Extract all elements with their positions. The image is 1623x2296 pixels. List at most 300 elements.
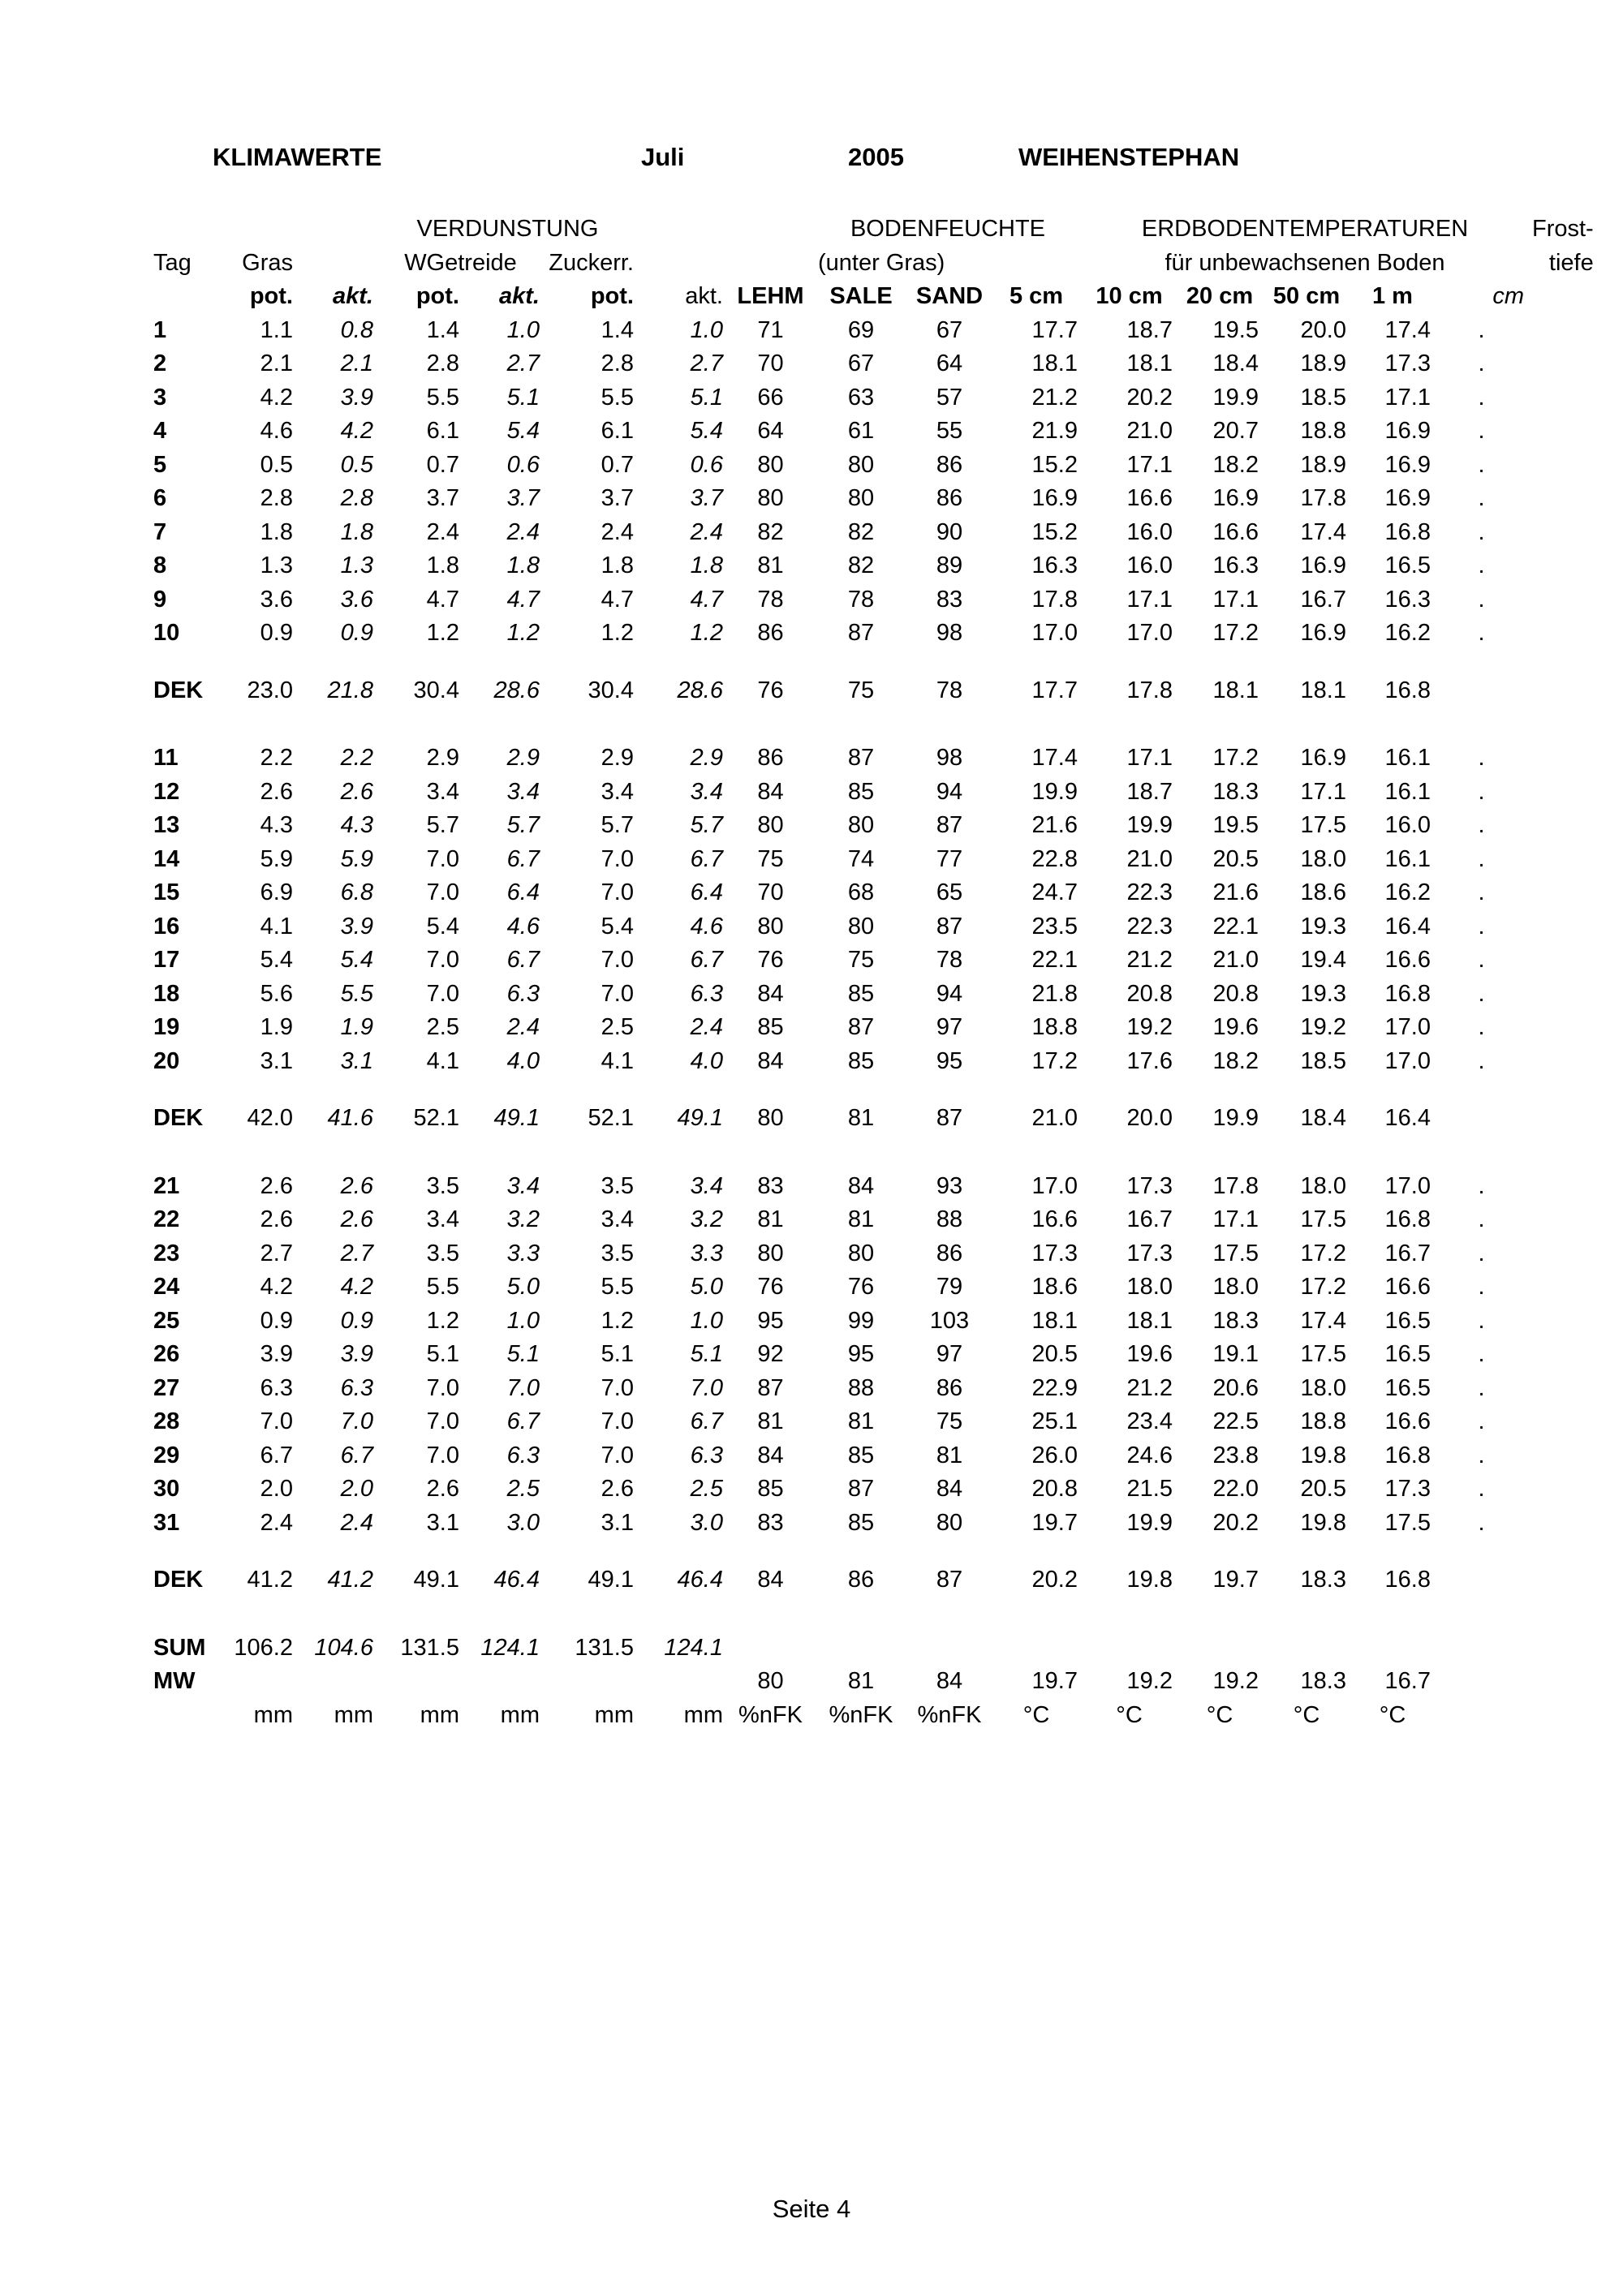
table-cell — [1435, 1102, 1528, 1136]
day-row — [149, 742, 1598, 776]
table-cell: 16.5 — [1384, 1307, 1431, 1334]
table-cell: 80 — [757, 485, 784, 511]
decade-summary-row — [149, 674, 1598, 708]
table-cell: 2.5 — [690, 1476, 723, 1502]
subheader-cell: 1 m — [1372, 283, 1413, 309]
table-cell: 99 — [847, 1307, 875, 1334]
table-cell: 88 — [936, 1206, 963, 1232]
row-label: 13 — [153, 812, 180, 838]
table-cell: 21.5 — [1126, 1476, 1173, 1502]
table-cell: . — [1478, 1206, 1485, 1232]
row-label: 3 — [153, 384, 167, 411]
table-cell: 20.8 — [1031, 1476, 1078, 1502]
table-cell: 0.6 — [506, 451, 540, 478]
table-cell: %nFK — [738, 1701, 803, 1728]
day-row — [149, 516, 1598, 550]
table-cell: 1.0 — [506, 1307, 540, 1334]
table-cell: 86 — [847, 1567, 875, 1593]
table-cell: 3.4 — [690, 778, 723, 805]
table-cell: 98 — [936, 620, 963, 646]
table-cell: 82 — [847, 553, 875, 578]
table-cell: 2.7 — [260, 1240, 293, 1266]
table-cell: 41.2 — [247, 1567, 293, 1593]
table-cell: 17.4 — [1384, 316, 1431, 343]
spacer-row — [149, 1540, 1598, 1563]
table-cell — [1435, 1699, 1528, 1733]
table-cell: 2.0 — [260, 1476, 293, 1502]
table-cell: 85 — [757, 1014, 784, 1040]
table-cell: 17.2 — [1031, 1047, 1078, 1074]
table-cell: 23.4 — [1126, 1408, 1173, 1434]
table-cell: 75 — [847, 947, 875, 973]
subheader-cell: akt. — [499, 283, 540, 309]
row-label: 25 — [153, 1307, 180, 1334]
table-cell: 3.6 — [260, 586, 293, 613]
day-row — [149, 347, 1598, 381]
table-cell: 4.6 — [260, 418, 293, 444]
table-cell: 77 — [936, 845, 963, 872]
table-cell: 95 — [757, 1307, 784, 1334]
table-cell: 18.1 — [1212, 677, 1259, 703]
table-cell: 49.1 — [677, 1105, 723, 1131]
table-cell: 4.7 — [426, 586, 459, 613]
table-cell: 5.7 — [506, 812, 540, 838]
spacer-row — [149, 707, 1598, 742]
table-cell: 19.1 — [1212, 1341, 1259, 1367]
table-cell: 16.7 — [1384, 1668, 1431, 1694]
table-cell: . — [1478, 845, 1485, 872]
table-cell: 5.4 — [506, 418, 540, 444]
table-cell: 1.0 — [506, 316, 540, 343]
klima-table — [149, 213, 1598, 1732]
table-cell: 17.1 — [1212, 1206, 1259, 1232]
table-cell: 7.0 — [426, 879, 459, 905]
table-cell: . — [1478, 553, 1485, 578]
row-label: 31 — [153, 1509, 180, 1536]
table-cell: 19.9 — [1031, 778, 1078, 805]
table-cell: 21.0 — [1126, 418, 1173, 444]
table-cell: 80 — [757, 1240, 784, 1266]
table-cell: 3.4 — [506, 778, 540, 805]
table-cell: 5.1 — [426, 1341, 459, 1367]
title-klimawerte: KLIMAWERTE — [213, 143, 382, 171]
table-cell: 3.1 — [340, 1047, 373, 1074]
table-cell: 18.5 — [1300, 384, 1346, 411]
table-cell — [1435, 1563, 1528, 1597]
table-cell: 3.4 — [601, 1206, 634, 1232]
table-cell: 1.4 — [426, 316, 459, 343]
table-cell: 3.5 — [426, 1240, 459, 1266]
table-cell: 16.6 — [1384, 1274, 1431, 1300]
table-cell: 28.6 — [493, 677, 540, 703]
table-cell: 1.3 — [260, 553, 293, 578]
table-cell: 16.9 — [1300, 620, 1346, 646]
table-cell: 5.1 — [690, 1341, 723, 1367]
table-cell: 18.5 — [1300, 1047, 1346, 1074]
table-cell: 18.3 — [1212, 778, 1259, 805]
header-row-2 — [149, 247, 1598, 281]
table-cell: 18.4 — [1212, 350, 1259, 376]
table-cell: 18.1 — [1031, 350, 1078, 376]
table-cell: 17.1 — [1212, 586, 1259, 613]
title-station: WEIHENSTEPHAN — [1018, 143, 1240, 171]
table-cell: . — [1478, 1274, 1485, 1300]
table-cell: 4.0 — [690, 1047, 723, 1074]
day-row — [149, 415, 1598, 449]
table-cell: 6.3 — [260, 1374, 293, 1401]
table-cell: 2.4 — [340, 1509, 373, 1536]
table-cell: 16.0 — [1126, 553, 1173, 578]
table-cell: 18.1 — [1126, 350, 1173, 376]
subheader-cell: pot. — [415, 283, 459, 309]
table-cell: 1.8 — [340, 518, 373, 545]
table-cell: 3.9 — [340, 913, 373, 939]
table-cell: 16.1 — [1384, 745, 1431, 771]
table-cell: 16.8 — [1384, 1206, 1431, 1232]
row-label: 12 — [153, 778, 180, 805]
table-cell: 23.8 — [1212, 1442, 1259, 1468]
table-cell: . — [1478, 1240, 1485, 1266]
table-cell: 3.1 — [260, 1047, 293, 1074]
table-cell: 18.1 — [1300, 677, 1346, 703]
table-cell: 82 — [757, 518, 784, 545]
table-cell: 19.2 — [1126, 1014, 1173, 1040]
table-cell: 61 — [847, 418, 875, 444]
table-cell: 17.5 — [1212, 1240, 1259, 1266]
table-cell: 4.1 — [601, 1047, 634, 1074]
table-cell: 81 — [847, 1408, 875, 1434]
table-cell: 68 — [847, 879, 875, 905]
table-cell: 17.0 — [1031, 1172, 1078, 1199]
table-cell: . — [1478, 1014, 1485, 1040]
table-cell: 80 — [757, 812, 784, 838]
table-cell: 2.5 — [506, 1476, 540, 1502]
table-cell: 5.1 — [506, 1341, 540, 1367]
table-cell: 7.0 — [601, 1442, 634, 1468]
table-cell: 85 — [847, 1442, 875, 1468]
day-row — [149, 1338, 1598, 1372]
table-cell: 16.5 — [1384, 1374, 1431, 1401]
table-cell: . — [1478, 879, 1485, 905]
table-cell: 0.7 — [601, 451, 634, 478]
table-cell: 5.7 — [601, 812, 634, 838]
table-cell: 81 — [847, 1668, 875, 1694]
decade-summary-row — [149, 1563, 1598, 1597]
table-cell: 18.9 — [1300, 350, 1346, 376]
table-cell: 17.1 — [1126, 451, 1173, 478]
table-cell: 17.1 — [1126, 745, 1173, 771]
table-cell: 84 — [757, 778, 784, 805]
table-cell: 80 — [757, 1105, 784, 1131]
subheader-cell: pot. — [249, 283, 293, 309]
table-cell: 17.7 — [1031, 316, 1078, 343]
table-cell: 70 — [757, 879, 784, 905]
table-cell: 3.7 — [426, 485, 459, 511]
table-cell: 80 — [757, 451, 784, 478]
table-cell: °C — [1206, 1701, 1233, 1728]
table-cell: 17.0 — [1126, 620, 1173, 646]
row-label: DEK — [153, 1105, 204, 1131]
table-cell: 5.9 — [260, 845, 293, 872]
table-cell: 0.5 — [260, 451, 293, 478]
day-row — [149, 1203, 1598, 1237]
table-cell: %nFK — [829, 1701, 893, 1728]
table-cell: 16.7 — [1384, 1240, 1431, 1266]
table-cell: 16.5 — [1384, 553, 1431, 578]
table-cell: 19.9 — [1212, 1105, 1259, 1131]
row-label: 17 — [153, 947, 180, 973]
table-cell: 18.3 — [1300, 1567, 1346, 1593]
table-cell: 18.8 — [1300, 1408, 1346, 1434]
table-cell: 5.5 — [426, 384, 459, 411]
row-label: 7 — [153, 518, 167, 545]
day-row — [149, 776, 1598, 810]
table-cell: mm — [500, 1701, 540, 1728]
table-cell: 66 — [757, 384, 784, 411]
table-cell: 85 — [757, 1476, 784, 1502]
table-cell: 23.0 — [247, 677, 293, 703]
table-cell: 3.0 — [506, 1509, 540, 1536]
table-cell: 18.1 — [1126, 1307, 1173, 1334]
table-cell: 74 — [847, 845, 875, 872]
table-cell: 19.4 — [1300, 947, 1346, 973]
table-cell: 18.0 — [1300, 845, 1346, 872]
table-cell: 21.6 — [1031, 812, 1078, 838]
header-frost: Frost- — [1532, 216, 1594, 242]
table-cell: 5.4 — [260, 947, 293, 973]
table-cell: 22.3 — [1126, 879, 1173, 905]
table-cell: 78 — [757, 586, 784, 613]
table-cell: 2.6 — [260, 778, 293, 805]
table-cell: 7.0 — [426, 845, 459, 872]
table-cell — [814, 1632, 908, 1666]
table-cell: 76 — [757, 677, 784, 703]
table-cell: 18.6 — [1300, 879, 1346, 905]
table-cell: 81 — [757, 553, 784, 578]
table-cell: 5.0 — [506, 1274, 540, 1300]
table-cell: 3.4 — [601, 778, 634, 805]
table-cell: 17.0 — [1031, 620, 1078, 646]
table-cell: 1.4 — [601, 316, 634, 343]
table-cell: . — [1478, 1047, 1485, 1074]
table-cell: 78 — [847, 586, 875, 613]
table-cell: 83 — [757, 1172, 784, 1199]
table-cell: 2.7 — [340, 1240, 373, 1266]
table-cell: 21.8 — [327, 677, 373, 703]
table-cell: 5.5 — [340, 980, 373, 1007]
table-cell: 2.8 — [426, 350, 459, 376]
table-cell: 103 — [929, 1307, 970, 1334]
table-cell: 41.6 — [327, 1105, 373, 1131]
table-cell: 5.4 — [426, 913, 459, 939]
table-cell: 3.4 — [426, 778, 459, 805]
table-cell: 19.9 — [1126, 1509, 1173, 1536]
subheader-cell: SALE — [829, 283, 893, 309]
table-cell: 80 — [936, 1509, 963, 1536]
table-cell: %nFK — [917, 1701, 982, 1728]
table-cell: 19.2 — [1300, 1014, 1346, 1040]
table-cell: 87 — [936, 812, 963, 838]
table-cell: 5.6 — [260, 980, 293, 1007]
table-cell: 16.8 — [1384, 1567, 1431, 1593]
day-row — [149, 381, 1598, 415]
table-cell: 19.5 — [1212, 812, 1259, 838]
subheader-cell: 50 cm — [1272, 283, 1341, 309]
table-cell: . — [1478, 620, 1485, 646]
table-cell: 20.2 — [1212, 1509, 1259, 1536]
table-cell: 1.8 — [601, 553, 634, 578]
table-cell: 80 — [757, 1668, 784, 1694]
table-cell: 19.7 — [1212, 1567, 1259, 1593]
day-row — [149, 876, 1598, 910]
table-cell: 86 — [936, 1374, 963, 1401]
table-cell: 18.7 — [1126, 778, 1173, 805]
table-cell: 70 — [757, 350, 784, 376]
table-cell: 5.9 — [340, 845, 373, 872]
table-cell: 17.6 — [1126, 1047, 1173, 1074]
table-cell: mm — [594, 1701, 634, 1728]
table-cell: 106.2 — [234, 1634, 293, 1661]
table-cell: 7.0 — [601, 980, 634, 1007]
table-cell: 16.9 — [1384, 485, 1431, 511]
table-cell: 16.6 — [1031, 1206, 1078, 1232]
table-cell — [727, 1632, 814, 1666]
table-cell: 7.0 — [426, 1442, 459, 1468]
table-cell: 2.8 — [260, 485, 293, 511]
table-cell: 2.6 — [340, 778, 373, 805]
header-erdbodentemperaturen: ERDBODENTEMPERATUREN — [1141, 216, 1469, 242]
table-cell: 7.0 — [601, 879, 634, 905]
table-cell: 18.7 — [1126, 316, 1173, 343]
header-zuckerr: Zuckerr. — [549, 249, 634, 276]
table-cell: 75 — [757, 845, 784, 872]
table-cell: 4.7 — [601, 586, 634, 613]
row-label: 22 — [153, 1206, 180, 1232]
table-cell: 2.6 — [601, 1476, 634, 1502]
table-cell: 18.3 — [1300, 1668, 1346, 1694]
table-cell: 7.0 — [260, 1408, 293, 1434]
subheader-cell: cm — [1492, 283, 1524, 309]
row-label: 15 — [153, 879, 180, 905]
table-cell: 19.8 — [1300, 1442, 1346, 1468]
table-cell: 20.5 — [1212, 845, 1259, 872]
day-row — [149, 1045, 1598, 1079]
table-cell — [222, 1665, 297, 1699]
table-cell: 7.0 — [340, 1408, 373, 1434]
table-cell: 17.2 — [1300, 1274, 1346, 1300]
table-cell: 16.9 — [1031, 485, 1078, 511]
table-cell: . — [1478, 1509, 1485, 1536]
table-cell: 6.1 — [601, 418, 634, 444]
table-cell: 16.1 — [1384, 845, 1431, 872]
table-cell: . — [1478, 1476, 1485, 1502]
table-cell: 1.3 — [340, 553, 373, 578]
table-cell: 3.9 — [260, 1341, 293, 1367]
header-unter-gras: (unter Gras) — [818, 249, 945, 276]
table-cell: 18.8 — [1031, 1014, 1078, 1040]
table-cell: 81 — [936, 1442, 963, 1468]
table-cell: 19.9 — [1212, 384, 1259, 411]
table-cell — [1177, 1632, 1263, 1666]
row-label: 5 — [153, 451, 167, 478]
table-cell: 98 — [936, 745, 963, 771]
table-cell: 5.4 — [601, 913, 634, 939]
table-cell: 16.8 — [1384, 518, 1431, 545]
table-cell: 52.1 — [588, 1105, 634, 1131]
row-label: 8 — [153, 553, 167, 578]
table-cell: 64 — [757, 418, 784, 444]
table-cell: 80 — [847, 485, 875, 511]
row-label — [149, 1699, 222, 1733]
day-row — [149, 978, 1598, 1012]
table-cell: 6.7 — [260, 1442, 293, 1468]
table-cell: 4.6 — [690, 913, 723, 939]
table-cell — [908, 1632, 991, 1666]
table-cell: . — [1478, 913, 1485, 939]
unit-row — [149, 1699, 1598, 1733]
table-cell: 25.1 — [1031, 1408, 1078, 1434]
table-cell — [1435, 1665, 1528, 1699]
table-cell: 19.7 — [1031, 1668, 1078, 1694]
table-cell: 86 — [936, 1240, 963, 1266]
spacer-row — [149, 651, 1598, 674]
table-cell — [1082, 1632, 1177, 1666]
row-label: 18 — [153, 980, 180, 1007]
table-cell: 16.4 — [1384, 913, 1431, 939]
table-cell: 17.2 — [1300, 1240, 1346, 1266]
header-wgetreide: WGetreide — [404, 249, 517, 276]
table-cell: 4.7 — [506, 586, 540, 613]
table-cell: . — [1478, 1374, 1485, 1401]
header-tag: Tag — [153, 249, 192, 276]
table-cell: 1.8 — [690, 553, 723, 578]
table-cell: 95 — [847, 1341, 875, 1367]
table-cell: 16.7 — [1126, 1206, 1173, 1232]
table-cell — [1435, 1632, 1528, 1666]
table-cell: 20.0 — [1300, 316, 1346, 343]
table-cell: 6.7 — [340, 1442, 373, 1468]
table-cell: 7.0 — [426, 1374, 459, 1401]
table-cell: 80 — [847, 913, 875, 939]
table-cell: °C — [1293, 1701, 1320, 1728]
table-cell: 2.4 — [601, 518, 634, 545]
table-cell: 80 — [847, 1240, 875, 1266]
table-cell: 15.2 — [1031, 451, 1078, 478]
table-cell: 19.3 — [1300, 980, 1346, 1007]
table-cell: 16.9 — [1300, 745, 1346, 771]
table-cell: 21.6 — [1212, 879, 1259, 905]
table-cell: 16.0 — [1126, 518, 1173, 545]
day-row — [149, 1271, 1598, 1305]
table-cell: 20.0 — [1126, 1105, 1173, 1131]
table-cell: 21.0 — [1031, 1105, 1078, 1131]
table-cell: 2.6 — [260, 1172, 293, 1199]
table-cell: 21.0 — [1126, 845, 1173, 872]
table-cell: 17.8 — [1300, 485, 1346, 511]
table-cell: 18.0 — [1212, 1274, 1259, 1300]
table-cell: 5.0 — [690, 1274, 723, 1300]
table-cell: 85 — [847, 1509, 875, 1536]
table-cell: 1.8 — [506, 553, 540, 578]
table-cell: 16.7 — [1300, 586, 1346, 613]
day-row — [149, 1372, 1598, 1406]
table-cell: 6.7 — [506, 845, 540, 872]
row-label: 14 — [153, 845, 180, 872]
table-cell: 16.6 — [1384, 947, 1431, 973]
table-cell: 16.9 — [1300, 553, 1346, 578]
table-cell: 6.7 — [506, 1408, 540, 1434]
table-cell: 17.5 — [1384, 1509, 1431, 1536]
